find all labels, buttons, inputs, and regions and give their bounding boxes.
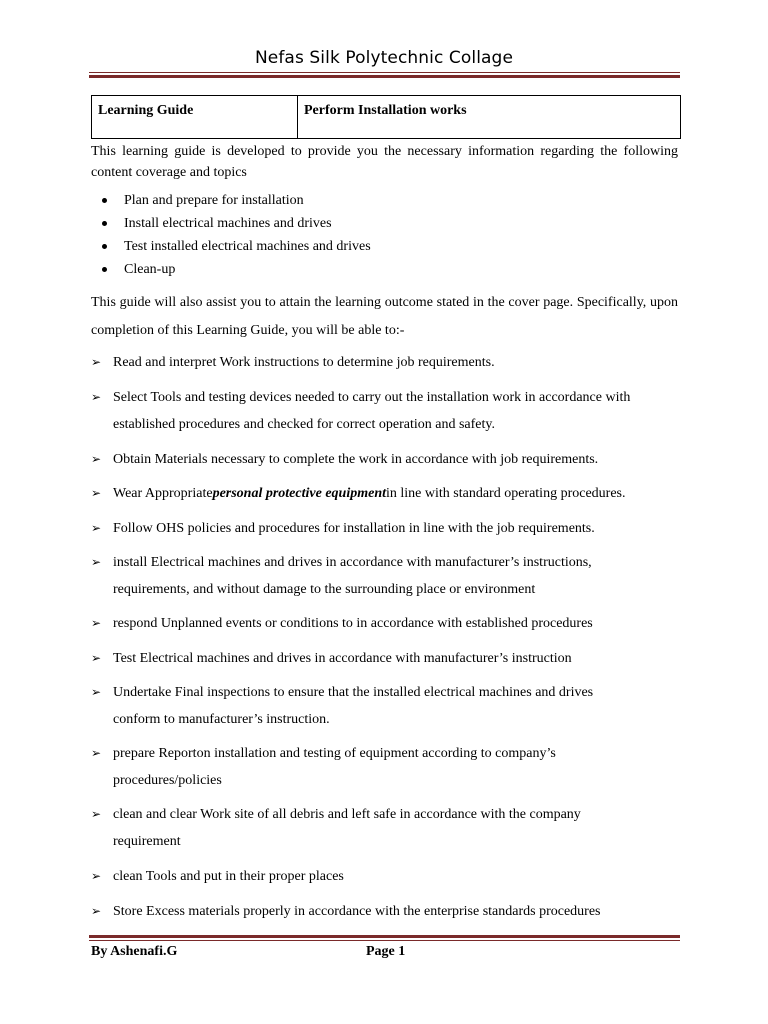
intro-paragraph: This learning guide is developed to provide you the necessary information regarding the following content coverage and topics	[91, 144, 678, 180]
list-item: ➢ Read and interpret Work instructions to determine job requirements.	[91, 349, 678, 376]
list-item: ➢ Test Electrical machines and drives in accordance with manufacturer’s instruction	[91, 645, 678, 672]
arrow-bullet-icon: ➢	[91, 869, 102, 883]
list-item: ➢ Follow OHS policies and procedures for installation in line with the job requirements.	[91, 515, 678, 542]
page-header-title: Nefas Silk Polytechnic Collage	[254, 48, 514, 68]
arrow-bullet-icon: ➢	[91, 685, 102, 699]
list-item: ➢ clean and clear Work site of all debris and left safe in accordance with the company requirement	[91, 801, 678, 855]
list-item: ➢ respond Unplanned events or conditions to in accordance with established procedures	[91, 610, 678, 637]
arrow-bullet-icon: ➢	[91, 555, 102, 569]
learning-guide-label: Learning Guide	[92, 96, 298, 138]
learning-guide-title: Perform Installation works	[304, 103, 467, 118]
footer-rule-thin	[89, 940, 680, 941]
list-item: Test installed electrical machines and drives	[91, 236, 371, 259]
list-item: Clean-up	[91, 259, 371, 282]
list-item: ➢ Store Excess materials properly in accordance with the enterprise standards procedures	[91, 898, 678, 925]
arrow-bullet-icon: ➢	[91, 390, 102, 404]
list-item: ➢ Select Tools and testing devices needed to carry out the installation work in accordance with established procedures and checked for correct operation and safety.	[91, 384, 678, 438]
list-item: ➢ Undertake Final inspections to ensure that the installed electrical machines and drives conform to manufacturer’s instruction.	[91, 679, 678, 733]
bullet-icon	[102, 221, 107, 226]
arrow-bullet-icon: ➢	[91, 904, 102, 918]
footer-rule-thick	[89, 935, 680, 938]
list-item: Plan and prepare for installation	[91, 190, 371, 213]
header-rule-thin	[89, 72, 680, 73]
arrow-bullet-icon: ➢	[91, 616, 102, 630]
topics-list	[91, 190, 371, 282]
list-item: ➢ clean Tools and put in their proper places	[91, 863, 678, 890]
arrow-bullet-icon: ➢	[91, 452, 102, 466]
list-item: ➢ prepare Reporton installation and testing of equipment according to company’s procedures/policies	[91, 740, 678, 794]
arrow-bullet-icon: ➢	[91, 807, 102, 821]
list-item: ➢ install Electrical machines and drives in accordance with manufacturer’s instructions, requirements, and without damage to the surrounding place or environment	[91, 549, 678, 603]
arrow-bullet-icon: ➢	[91, 521, 102, 535]
footer-author: By Ashenafi.G	[91, 944, 178, 959]
arrow-bullet-icon: ➢	[91, 486, 102, 500]
footer-page-number: Page 1	[366, 944, 406, 959]
list-item: ➢ Obtain Materials necessary to complete the work in accordance with job requirements.	[91, 446, 678, 473]
bullet-icon	[102, 198, 107, 203]
outcome-intro-paragraph: This guide will also assist you to attain the learning outcome stated in the cover page. Specifically, upon completion of this Learning Guide, you will be able to:-	[91, 295, 678, 338]
arrow-bullet-icon: ➢	[91, 651, 102, 665]
header-rule-thick	[89, 75, 680, 78]
learning-guide-table	[91, 95, 681, 139]
arrow-bullet-icon: ➢	[91, 355, 102, 369]
list-item: ➢ Wear Appropriatepersonal protective equipmentin line with standard operating procedures.	[91, 480, 678, 507]
bullet-icon	[102, 244, 107, 249]
bullet-icon	[102, 267, 107, 272]
arrow-bullet-icon: ➢	[91, 746, 102, 760]
list-item: Install electrical machines and drives	[91, 213, 371, 236]
